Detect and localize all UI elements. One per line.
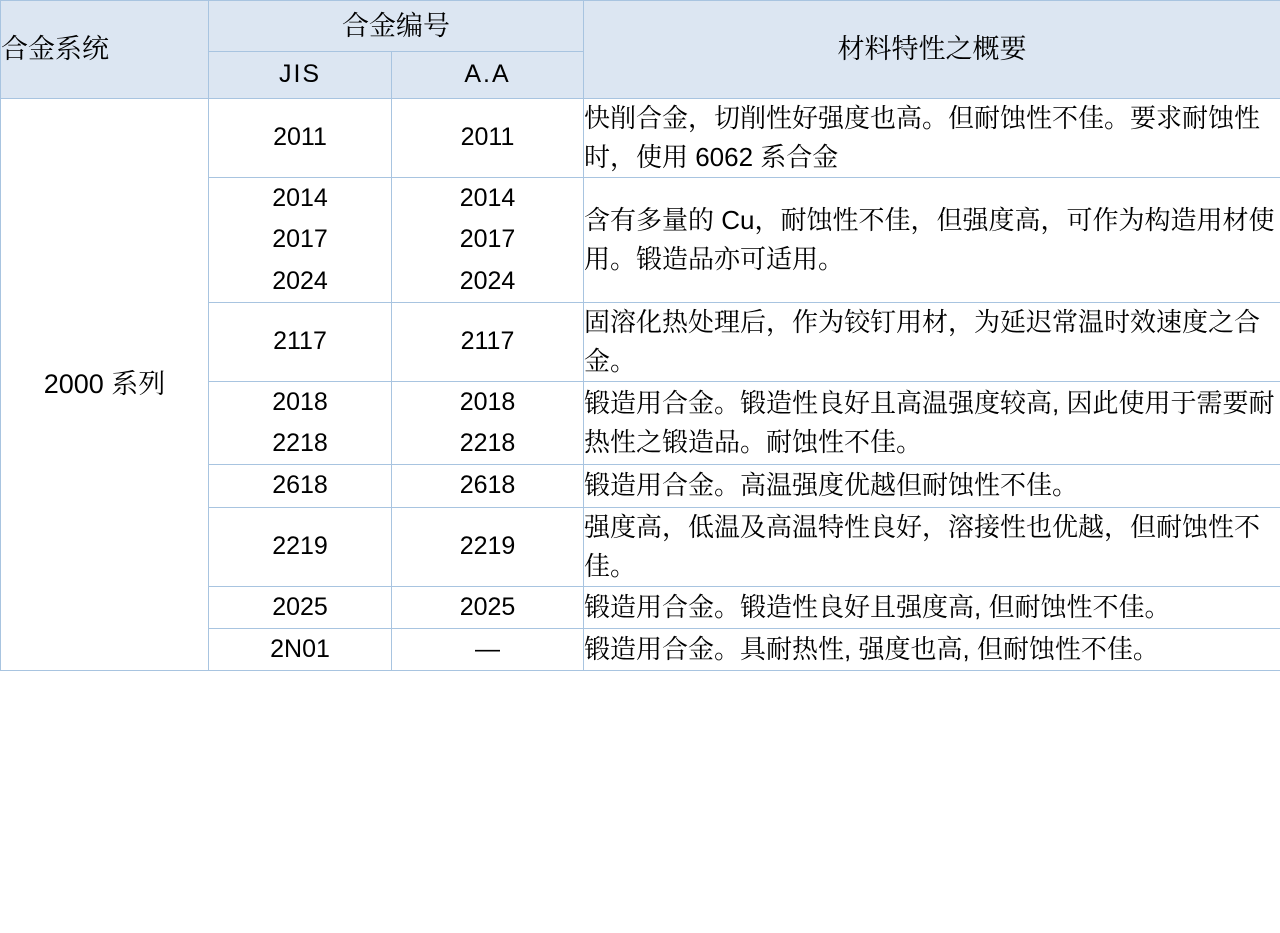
- alloy-system-2000-series: [1, 99, 209, 671]
- aa-code: 2219: [459, 531, 516, 560]
- aa-code-cell: [392, 507, 584, 586]
- jis-code: 2219: [272, 531, 328, 560]
- table-header: [1, 1, 1280, 99]
- table-row: [1, 99, 1280, 178]
- jis-code: 2014: [272, 184, 328, 212]
- aa-code-cell: [392, 628, 584, 670]
- column-header-jis: JIS: [209, 52, 392, 99]
- jis-code-cell: [209, 99, 392, 178]
- jis-code: 2018: [272, 387, 328, 416]
- table-header-row-1: [1, 1, 1280, 52]
- description-cell: 锻造用合金。锻造性良好且高温强度较高, 因此使用于需要耐热性之锻造品。耐蚀性不佳。: [584, 381, 1280, 465]
- jis-code: 2117: [273, 327, 327, 356]
- aa-code: 2618: [459, 471, 516, 500]
- jis-code-cell: [209, 586, 392, 628]
- aa-code: 2025: [459, 592, 516, 621]
- description-cell: 强度高，低温及高温特性良好，溶接性也优越，但耐蚀性不佳。: [584, 507, 1280, 586]
- alloy-system-series-text: 系列: [111, 368, 166, 399]
- jis-code-cell: [209, 507, 392, 586]
- aa-code-cell: [392, 465, 584, 507]
- description-cell: 固溶化热处理后，作为铰钉用材，为延迟常温时效速度之合金。: [584, 302, 1280, 381]
- jis-code-cell: [209, 381, 392, 465]
- jis-code: 2011: [273, 123, 327, 152]
- aa-code-cell: [392, 586, 584, 628]
- description-cell: 含有多量的 Cu，耐蚀性不佳，但强度高，可作为构造用材使用。锻造品亦可适用。: [584, 178, 1280, 303]
- jis-code: 2025: [272, 592, 328, 621]
- jis-code: 2N01: [270, 634, 330, 663]
- column-header-alloy-system: 合金系统: [1, 1, 209, 99]
- aa-code: 2017: [459, 225, 516, 254]
- jis-code-cell: [209, 465, 392, 507]
- column-header-aa: A.A: [392, 52, 584, 99]
- jis-code-cell: [209, 178, 392, 303]
- jis-code: 2024: [272, 266, 328, 295]
- aa-code-cell: [392, 99, 584, 178]
- aa-code: 2218: [459, 429, 516, 457]
- aa-code: 2018: [459, 387, 516, 416]
- jis-code: 2618: [272, 471, 328, 500]
- aa-code: 2014: [459, 184, 516, 212]
- aa-code-cell: [392, 381, 584, 465]
- jis-code-cell: [209, 628, 392, 670]
- aa-code: 2011: [460, 123, 515, 152]
- aa-code: 2024: [459, 266, 516, 295]
- aa-code: —: [475, 634, 500, 663]
- alloy-system-number: 2000: [43, 368, 104, 399]
- description-cell: 锻造用合金。锻造性良好且强度高, 但耐蚀性不佳。: [584, 586, 1280, 628]
- table-body: [1, 99, 1280, 671]
- column-header-alloy-number: 合金编号: [209, 1, 584, 52]
- aa-code-cell: [392, 302, 584, 381]
- jis-code-cell: [209, 302, 392, 381]
- aa-code: 2117: [460, 327, 515, 356]
- column-header-description: 材料特性之概要: [584, 1, 1280, 99]
- description-cell: 快削合金，切削性好强度也高。但耐蚀性不佳。要求耐蚀性时，使用 6062 系合金: [584, 99, 1280, 178]
- jis-code: 2017: [272, 225, 328, 254]
- jis-code: 2218: [272, 429, 328, 457]
- description-cell: 锻造用合金。具耐热性, 强度也高, 但耐蚀性不佳。: [584, 628, 1280, 670]
- description-cell: 锻造用合金。高温强度优越但耐蚀性不佳。: [584, 465, 1280, 507]
- aa-code-cell: [392, 178, 584, 303]
